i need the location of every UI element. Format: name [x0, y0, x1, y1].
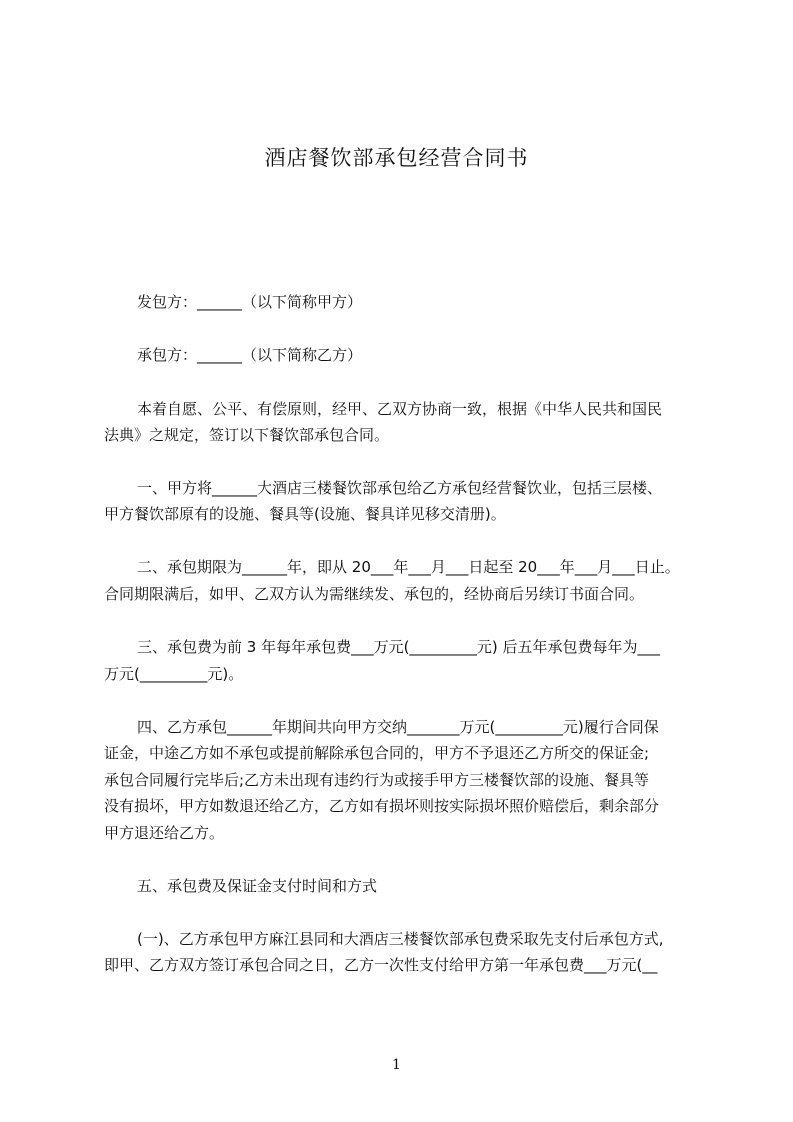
clause-5-heading: 五、承包费及保证金支付时间和方式 — [137, 877, 378, 895]
clause-5-1-line-1: (一)、乙方承包甲方麻江县同和大酒店三楼餐饮部承包费采取先支付后承包方式, — [137, 930, 664, 948]
clause-2-line-1: 二、承包期限为______年，即从 20___年___月___日起至 20___年___月___日止。 — [137, 558, 680, 576]
clause-1-line-2: 甲方餐饮部原有的设施、餐具等(设施、餐具详见移交清册)。 — [104, 505, 506, 523]
clause-4-line-3: 承包合同履行完毕后;乙方未出现有违约行为或接手甲方三楼餐饮部的设施、餐具等 — [104, 771, 650, 789]
preamble-line-1: 本着自愿、公平、有偿原则，经甲、乙双方协商一致，根据《中华人民共和国民 — [137, 400, 663, 418]
clause-3-line-2: 万元(_________元)。 — [104, 665, 244, 683]
party-a-line: 发包方：______（以下简称甲方） — [137, 293, 363, 311]
clause-1-line-1: 一、甲方将______大酒店三楼餐饮部承包给乙方承包经营餐饮业，包括三层楼、 — [137, 479, 663, 497]
clause-4-line-1: 四、乙方承包______年期间共向甲方交纳_______万元(_________元)履行合同保 — [137, 718, 659, 736]
clause-4-line-4: 没有损坏，甲方如数退还给乙方，乙方如有损坏则按实际损坏照价赔偿后，剩余部分 — [104, 797, 660, 815]
clause-2-line-2: 合同期限满后，如甲、乙双方认为需继续发、承包的，经协商后另续订书面合同。 — [104, 585, 645, 603]
clause-5-1-line-2: 即甲、乙方双方签订承包合同之日，乙方一次性支付给甲方第一年承包费___万元(__ — [104, 956, 658, 974]
preamble-line-2: 法典》之规定，签订以下餐饮部承包合同。 — [104, 426, 390, 444]
page-number: 1 — [392, 1057, 401, 1073]
document-title: 酒店餐饮部承包经营合同书 — [264, 146, 529, 170]
clause-4-line-2: 证金，中途乙方如不承包或提前解除承包合同的，甲方不予退还乙方所交的保证金; — [104, 744, 650, 762]
clause-3-line-1: 三、承包费为前 3 年每年承包费___万元(_________元) 后五年承包费每年为___ — [137, 638, 661, 656]
clause-4-line-5: 甲方退还给乙方。 — [104, 824, 225, 842]
party-b-line: 承包方：______（以下简称乙方） — [137, 346, 363, 364]
